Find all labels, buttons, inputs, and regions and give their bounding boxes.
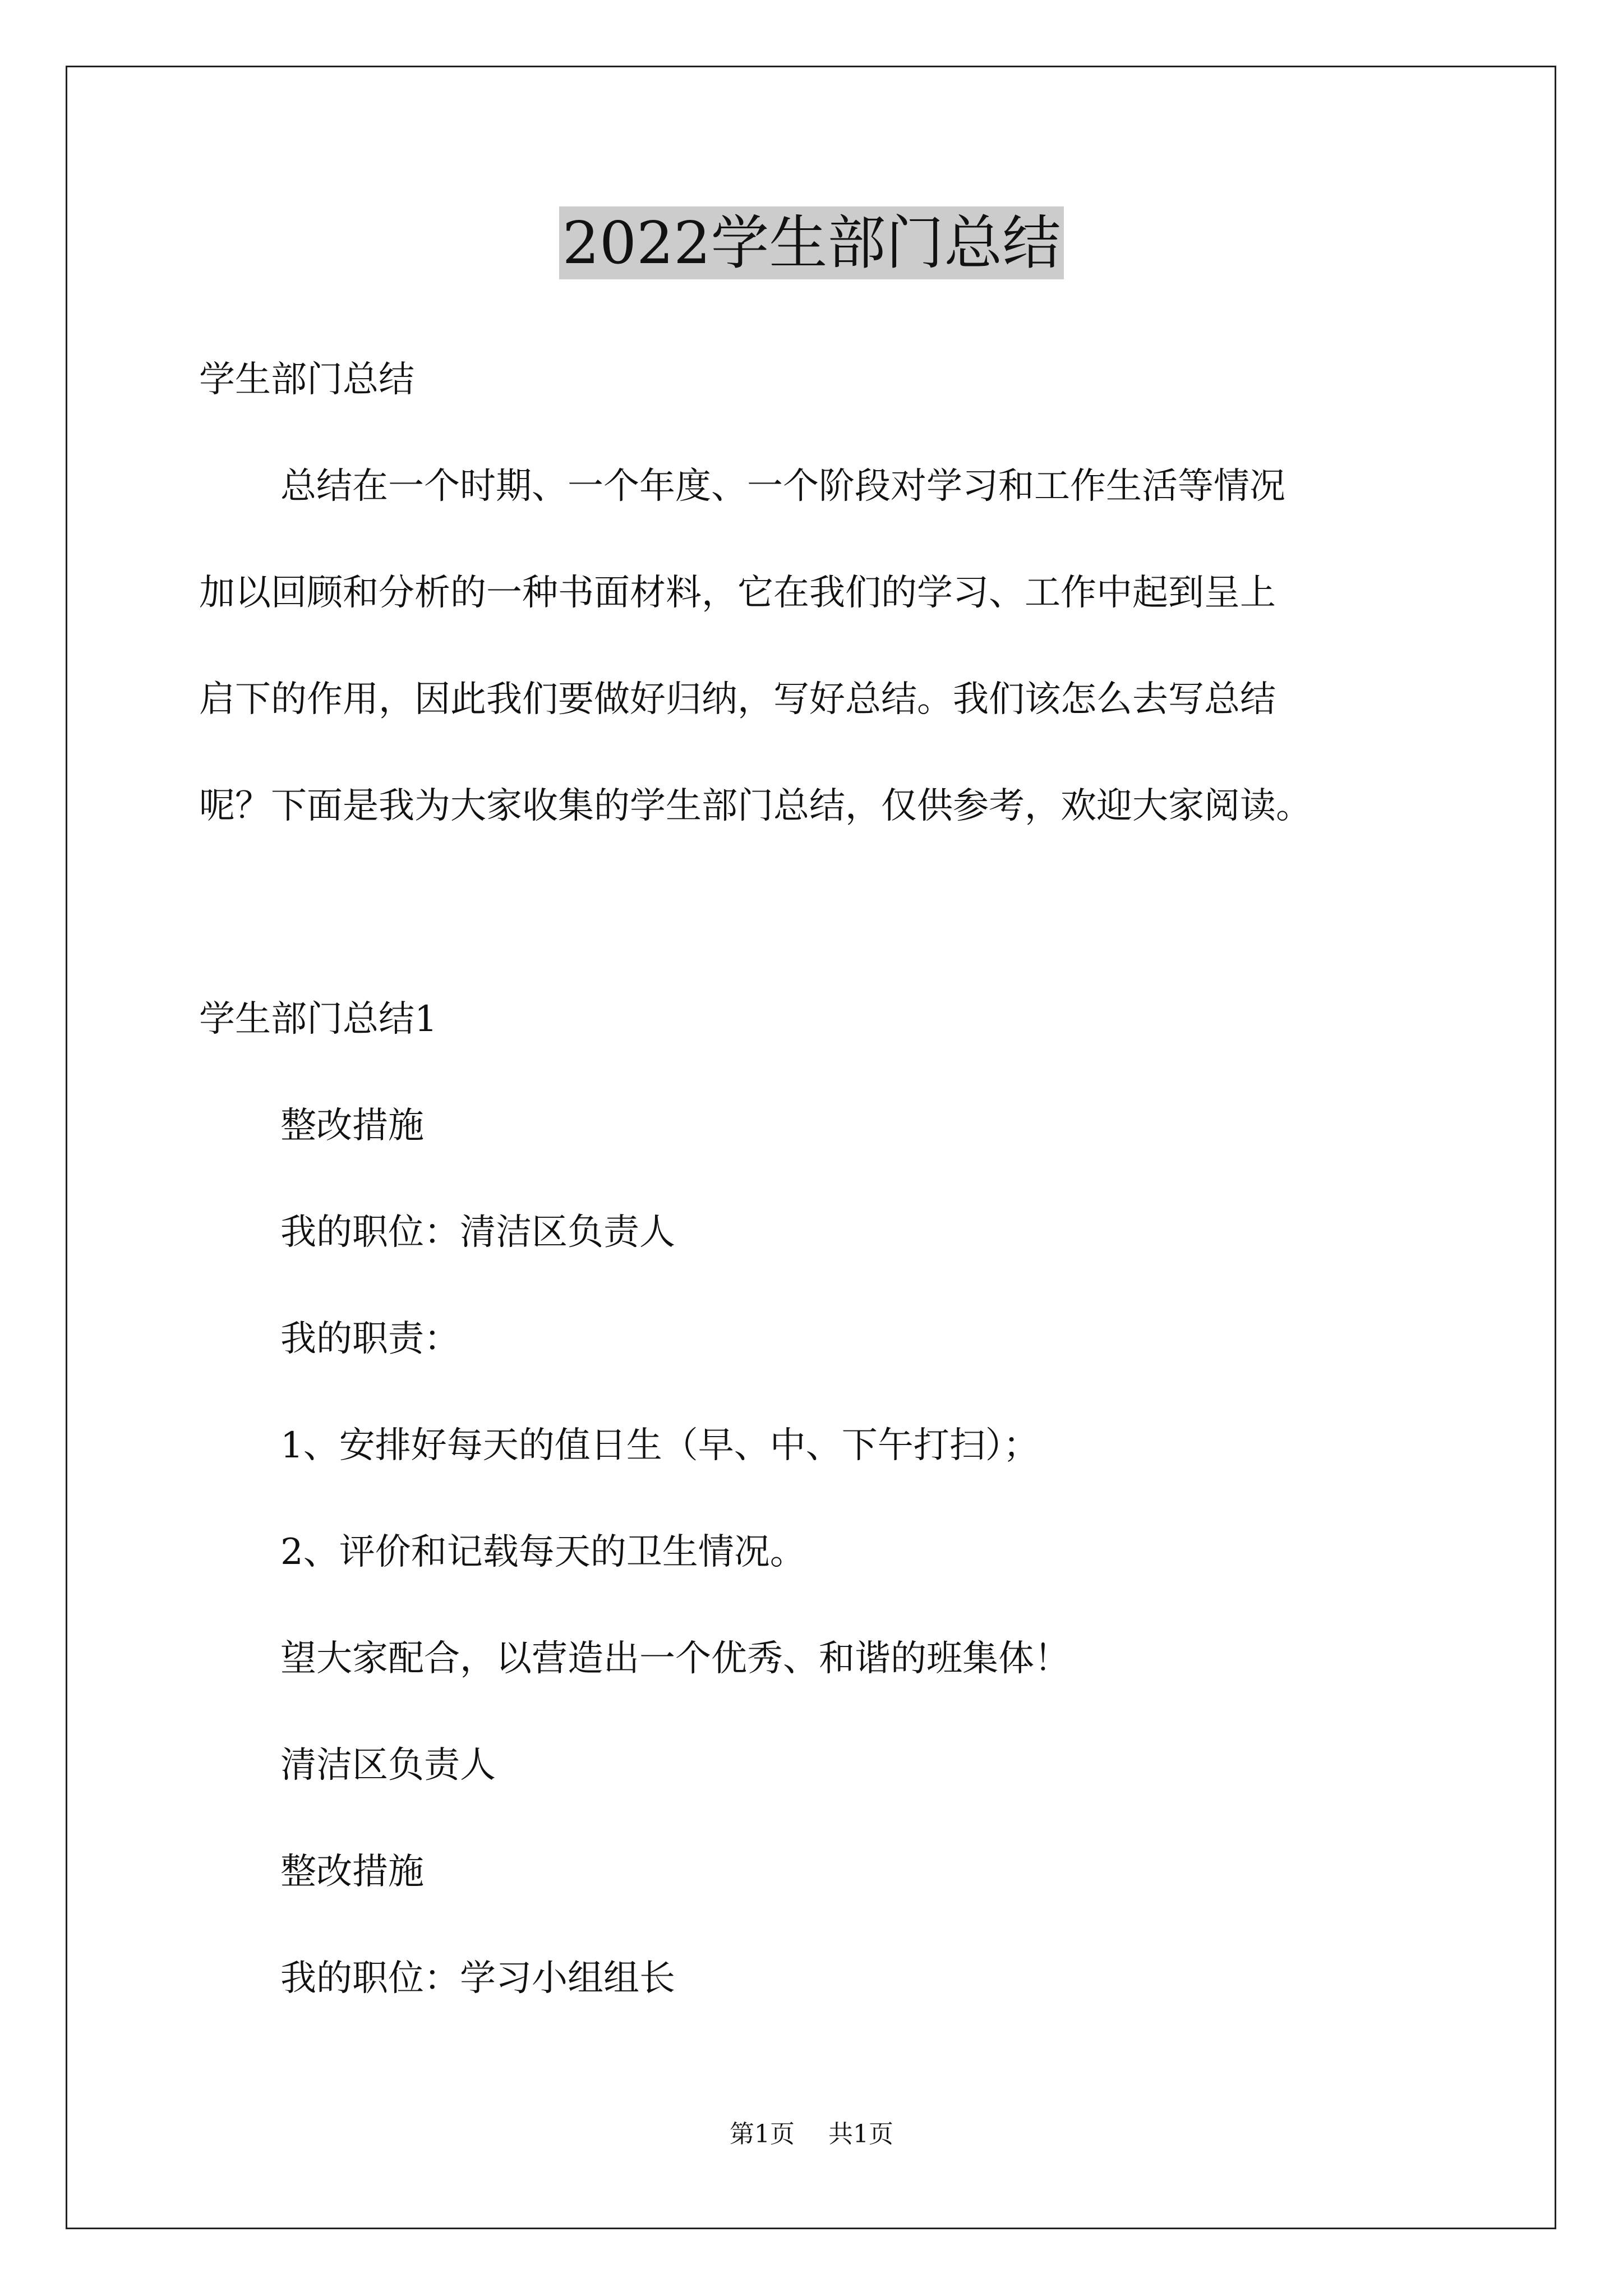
document-title [0, 201, 1623, 285]
section-line-1: 整改措施 [280, 1105, 424, 1147]
section-line-4: 1、安排好每天的值日生（早、中、下午打扫）； [280, 1425, 1039, 1466]
page-number-current: 第1页 [730, 2120, 795, 2148]
page-number-total: 共1页 [828, 2120, 893, 2148]
intro-line-2: 加以回顾和分析的一种书面材料，它在我们的学习、工作中起到呈上 [199, 572, 1276, 614]
section-line-8: 整改措施 [280, 1851, 424, 1893]
section-line-5: 2、评价和记载每天的卫生情况。 [280, 1531, 806, 1573]
section-line-6: 望大家配合，以营造出一个优秀、和谐的班集体！ [280, 1638, 1070, 1680]
section-line-7: 清洁区负责人 [280, 1745, 496, 1786]
intro-line-3: 启下的作用，因此我们要做好归纳，写好总结。我们该怎么去写总结 [199, 679, 1276, 720]
section-heading: 学生部门总结1 [199, 999, 437, 1040]
section-line-2: 我的职位：清洁区负责人 [280, 1212, 675, 1253]
intro-line-4: 呢？下面是我为大家收集的学生部门总结，仅供参考，欢迎大家阅读。 [199, 785, 1312, 827]
section-line-9: 我的职位：学习小组组长 [280, 1958, 675, 1999]
document-title-text: 2022学生部门总结 [559, 206, 1064, 279]
intro-line-1: 总结在一个时期、一个年度、一个阶段对学习和工作生活等情况 [280, 466, 1285, 507]
page-footer [0, 2118, 1623, 2151]
section-line-3: 我的职责： [280, 1318, 460, 1360]
document-subtitle: 学生部门总结 [199, 359, 414, 401]
